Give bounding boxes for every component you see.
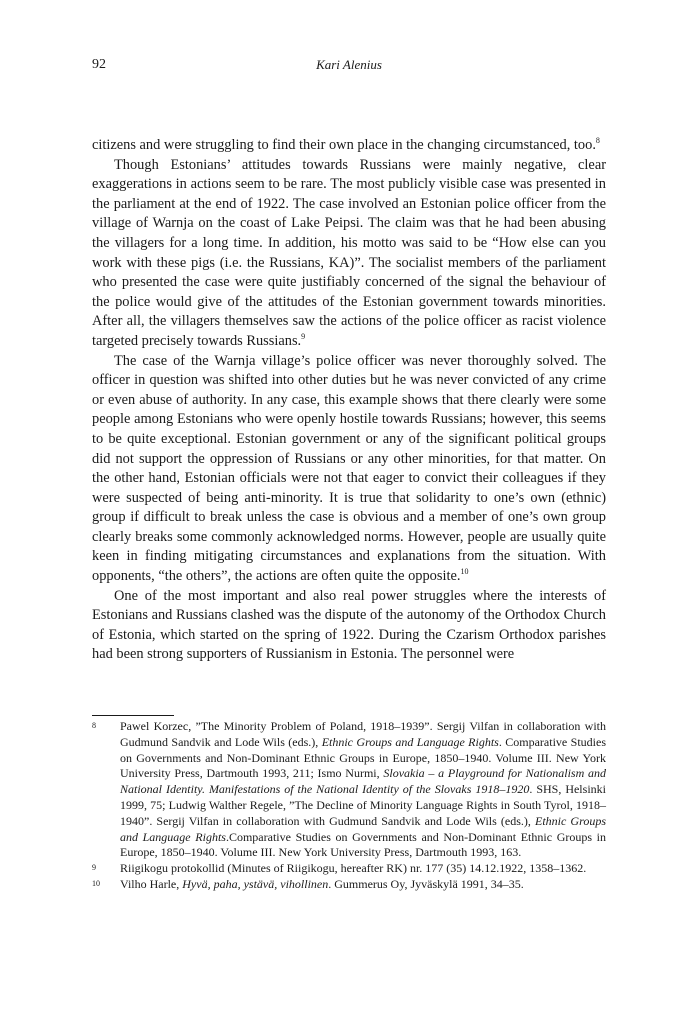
footnote-text: . Gummerus Oy, Jyväskylä 1991, 34–35. [328,876,524,891]
footnote-ref[interactable]: 9 [301,332,306,342]
paragraph-text: The case of the Warnja village’s police officer was never thoroughly solved. The officer in question was shifted into other duties but he was never convicted of any crime or even abuse of authority. In any case, this example shows that there clearly were some people among Estonians who were openly hostile towards Russians; however, this seems to be quite exceptional. Estonian government or any of the significant political groups did not support the oppression of Russians or any other minorities, for that matter. On the other hand, Estonian officials were not that eager to convict their colleagues if they were suspected of being anti-minority. It is true that solidarity to one’s own (ethnic) group if difficult to break unless the case is obvious and a member of one’s own group clearly breaks some commonly acknowledged norms. However, people are usually quite keen in finding mitigating circumstances and explanations from the situation. With opponents, “the others”, the actions are often quite the opposite. [92,352,606,585]
footnote-title: Ethnic Groups and Language Rights [120,813,606,844]
footnote-text: . Comparative Studies on Governments and Non-Dominant Ethnic Groups in Europe, 1850–1940. Volume III. New York University Press, Dartmouth 1993, 211; Ismo Nurmi, [120,734,606,781]
paragraph-text: Though Estonians’ attitudes towards Russians were mainly negative, clear exaggerations in actions seem to be rare. The most publicly visible case was presented in the parliament at the end of 1922. The case involved an Estonian police officer from the village of Warnja on the coast of Lake Peipsi. The claim was that he had been abusing the villagers for a long time. In addition, his motto was said to be “How else can you work with these pigs (i.e. the Russians, KA)”. The socialist members of the parliament who presented the case were quite justifiably concerned of the signal the behaviour of the police would give of the attitudes of the Estonian government towards minorities. After all, the villagers themselves saw the actions of the police officer as racist violence targeted precisely towards Russians. [92,156,606,349]
footnote-text: Vilho Harle, [120,876,183,891]
paragraph [92,352,606,587]
footnote-separator [92,715,174,716]
footnote [92,877,606,893]
footnote-title: Hyvä, paha, ystävä, vihollinen [182,876,329,891]
footnotes [92,719,606,893]
page-header [92,57,606,77]
footnote-title: Slovakia – a Playground for Nationalism and National Identity. Manifestations of the National Identity of the Slovaks 1918–1920 [120,766,606,797]
body-text [92,136,606,665]
paragraph-text: One of the most important and also real power struggles where the interests of Estonians and Russians clashed was the dispute of the autonomy of the Orthodox Church of Estonia, which started on the spring of 1922. During the Czarism Orthodox parishes had been strong supporters of Russianism in Estonia. The personnel were [92,587,606,663]
running-head: Kari Alenius [316,57,382,72]
footnote-ref[interactable]: 8 [595,136,600,146]
footnote-text: .Comparative Studies on Governments and Non-Dominant Ethnic Groups in Europe, 1850–1940. Volume III. New York University Press, Dartmouth 1993, 163. [120,829,606,860]
footnote [92,719,606,861]
page-number: 92 [92,57,106,72]
paragraph [92,156,606,352]
footnote-number: 10 [92,878,100,888]
footnote-number: 8 [92,721,96,730]
footnote-ref[interactable]: 10 [460,567,469,577]
footnote-text: . SHS, Helsinki 1999, 75; Ludwig Walther Regele, ”The Decline of Minority Language Rights in South Tyrol, 1918–1940”. Sergij Vilfan in collaboration with Gudmund Sandvik and Lode Wils (eds.), [120,782,606,828]
footnote-text: Riigikogu protokollid (Minutes of Riigikogu, hereafter RK) nr. 177 (35) 14.12.1922, 1358–1362. [120,861,587,876]
paragraph [92,136,606,156]
paragraph [92,587,606,665]
footnote-title: Ethnic Groups and Language Rights [321,734,499,749]
footnote [92,861,606,877]
footnote-text: Pawel Korzec, ”The Minority Problem of Poland, 1918–1939”. Sergij Vilfan in collaboration with Gudmund Sandvik and Lode Wils (eds.), [120,719,606,749]
paragraph-text: citizens and were struggling to find their own place in the changing circumstanced, too. [92,137,596,153]
footnote-number: 9 [92,863,96,873]
